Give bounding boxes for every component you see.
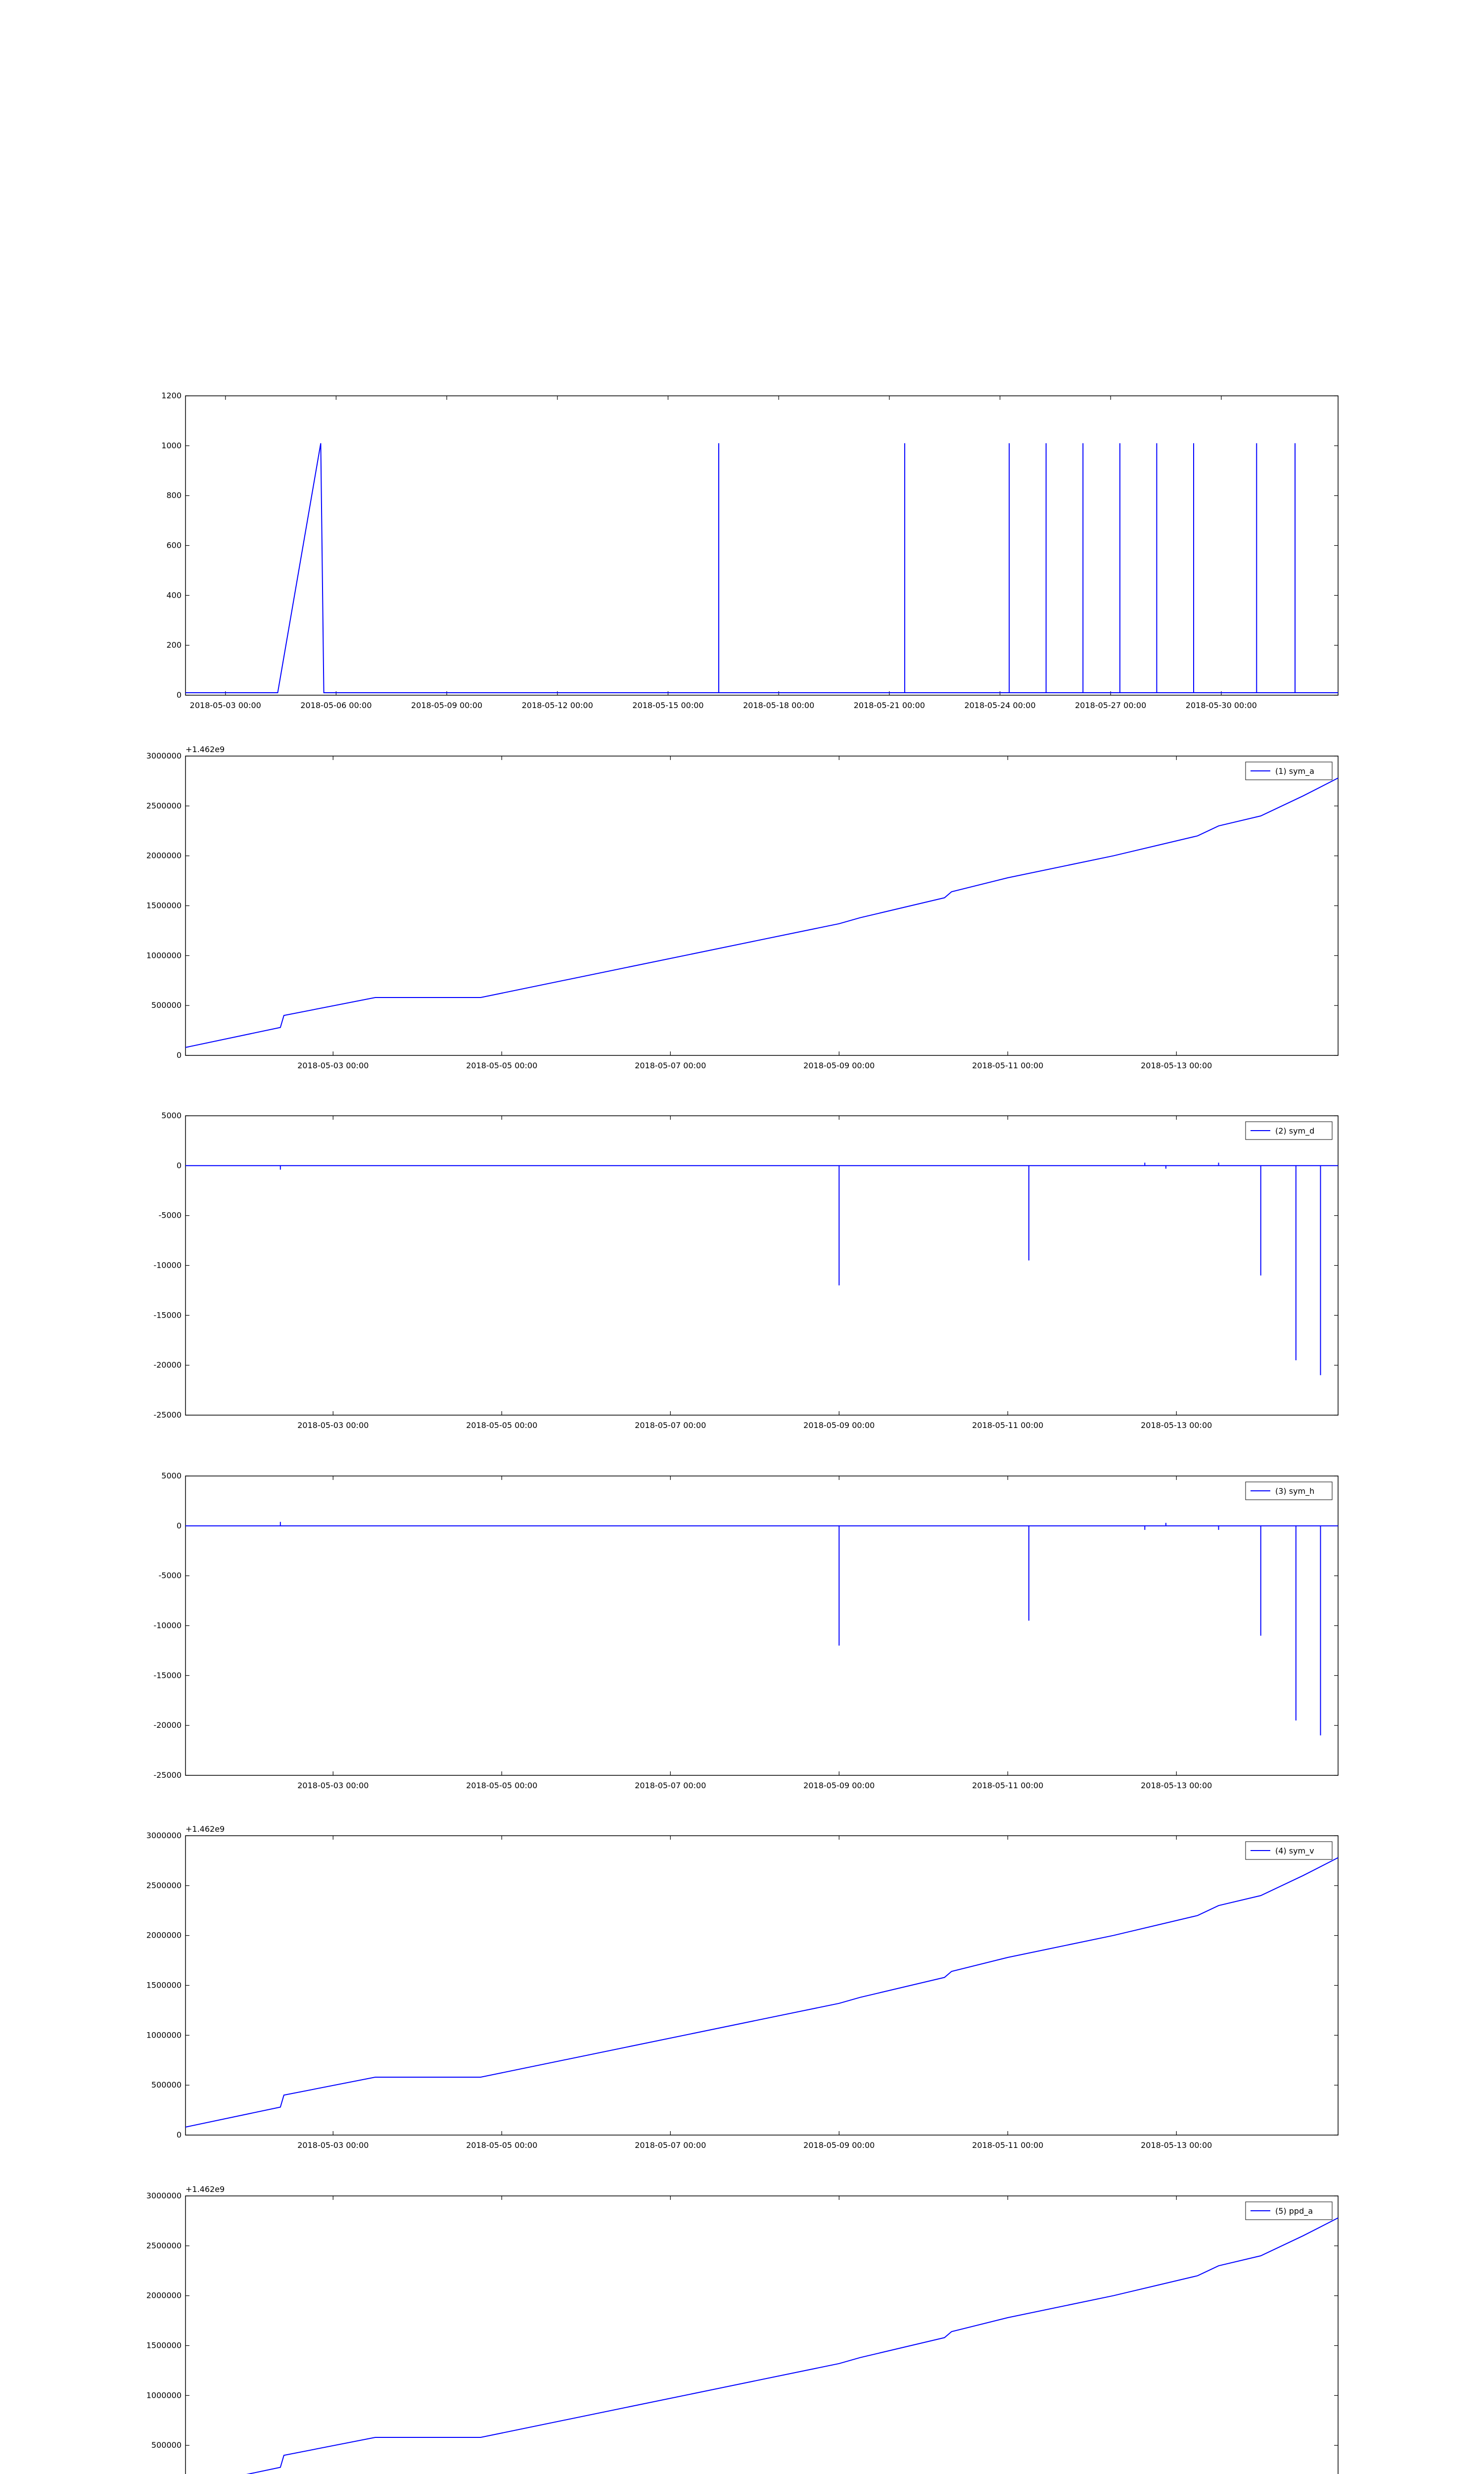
chart-1-ytick-label: 200: [166, 640, 182, 650]
chart-6-ytick-label: 1000000: [146, 2390, 182, 2400]
chart-6-ytick-label: 500000: [151, 2440, 182, 2450]
chart-1-ytick-label: 400: [166, 590, 182, 600]
chart-4-ytick-label: -20000: [153, 1720, 182, 1730]
chart-4-xtick-label: 2018-05-11 00:00: [972, 1781, 1044, 1790]
chart-4-xtick-label: 2018-05-05 00:00: [466, 1781, 538, 1790]
chart-3-xtick-label: 2018-05-11 00:00: [972, 1421, 1044, 1430]
chart-5-ytick-label: 0: [176, 2130, 182, 2140]
chart-1-xtick-label: 2018-05-03 00:00: [189, 701, 261, 710]
chart-3-ytick-label: -20000: [153, 1360, 182, 1370]
chart-5-xtick-label: 2018-05-05 00:00: [466, 2141, 538, 2150]
chart-3-ytick-label: 5000: [161, 1111, 182, 1120]
chart-2-ytick-label: 1000000: [146, 951, 182, 960]
chart-3-ytick-label: -5000: [158, 1210, 182, 1220]
chart-5-ytick-label: 2500000: [146, 1880, 182, 1890]
chart-2-xtick-label: 2018-05-07 00:00: [635, 1061, 706, 1070]
chart-1-xtick-label: 2018-05-21 00:00: [853, 701, 925, 710]
chart-2-ytick-label: 2500000: [146, 801, 182, 810]
chart-5-xtick-label: 2018-05-03 00:00: [297, 2141, 369, 2150]
chart-4-xtick-label: 2018-05-09 00:00: [803, 1781, 875, 1790]
chart-2-legend-label: (1) sym_a: [1275, 766, 1314, 776]
chart-5-xtick-label: 2018-05-07 00:00: [635, 2141, 706, 2150]
chart-6-ytick-label: 3000000: [146, 2191, 182, 2200]
chart-5-ytick-label: 2000000: [146, 1930, 182, 1940]
chart-5-xtick-label: 2018-05-13 00:00: [1141, 2141, 1212, 2150]
chart-5-xtick-label: 2018-05-11 00:00: [972, 2141, 1044, 2150]
chart-6-offset-label: +1.462e9: [186, 2185, 225, 2194]
chart-5-ytick-label: 3000000: [146, 1831, 182, 1840]
chart-2-xtick-label: 2018-05-03 00:00: [297, 1061, 369, 1070]
chart-1-xtick-label: 2018-05-09 00:00: [411, 701, 483, 710]
chart-1-ytick-label: 800: [166, 490, 182, 500]
chart-3-ytick-label: 0: [176, 1160, 182, 1170]
chart-6-legend-label: (5) ppd_a: [1275, 2206, 1313, 2216]
chart-1-xtick-label: 2018-05-24 00:00: [964, 701, 1036, 710]
chart-6-ytick-label: 2500000: [146, 2240, 182, 2250]
chart-3-xtick-label: 2018-05-13 00:00: [1141, 1421, 1212, 1430]
chart-4-legend-label: (3) sym_h: [1275, 1486, 1315, 1496]
chart-3-ytick-label: -10000: [153, 1260, 182, 1270]
chart-2-ytick-label: 500000: [151, 1000, 182, 1010]
chart-1-xtick-label: 2018-05-12 00:00: [521, 701, 593, 710]
chart-1-ytick-label: 0: [176, 690, 182, 700]
chart-5-ytick-label: 1500000: [146, 1980, 182, 1990]
chart-2-xtick-label: 2018-05-09 00:00: [803, 1061, 875, 1070]
chart-2-xtick-label: 2018-05-05 00:00: [466, 1061, 538, 1070]
chart-2-xtick-label: 2018-05-11 00:00: [972, 1061, 1044, 1070]
chart-1-ytick-label: 600: [166, 540, 182, 550]
chart-1-xtick-label: 2018-05-27 00:00: [1075, 701, 1147, 710]
chart-5-xtick-label: 2018-05-09 00:00: [803, 2141, 875, 2150]
chart-4-xtick-label: 2018-05-03 00:00: [297, 1781, 369, 1790]
chart-1-xtick-label: 2018-05-30 00:00: [1185, 701, 1257, 710]
chart-2-ytick-label: 3000000: [146, 751, 182, 761]
chart-2-offset-label: +1.462e9: [186, 745, 225, 754]
chart-3-xtick-label: 2018-05-07 00:00: [635, 1421, 706, 1430]
chart-2-xtick-label: 2018-05-13 00:00: [1141, 1061, 1212, 1070]
chart-3-ytick-label: -25000: [153, 1410, 182, 1420]
chart-3-xtick-label: 2018-05-09 00:00: [803, 1421, 875, 1430]
chart-1-ytick-label: 1200: [161, 391, 182, 400]
chart-5-ytick-label: 500000: [151, 2080, 182, 2090]
chart-1-xtick-label: 2018-05-15 00:00: [632, 701, 704, 710]
chart-5-legend-label: (4) sym_v: [1275, 1846, 1314, 1856]
chart-1-xtick-label: 2018-05-06 00:00: [300, 701, 372, 710]
chart-6-ytick-label: 1500000: [146, 2340, 182, 2350]
chart-4-ytick-label: -10000: [153, 1620, 182, 1630]
chart-6-ytick-label: 2000000: [146, 2290, 182, 2300]
chart-3-xtick-label: 2018-05-05 00:00: [466, 1421, 538, 1430]
chart-5-ytick-label: 1000000: [146, 2030, 182, 2040]
chart-1-ytick-label: 1000: [161, 440, 182, 450]
chart-1-xtick-label: 2018-05-18 00:00: [743, 701, 815, 710]
chart-4-xtick-label: 2018-05-07 00:00: [635, 1781, 706, 1790]
chart-4-ytick-label: -15000: [153, 1670, 182, 1680]
chart-4-ytick-label: 0: [176, 1521, 182, 1530]
chart-5-offset-label: +1.462e9: [186, 1824, 225, 1834]
chart-2-ytick-label: 0: [176, 1050, 182, 1060]
chart-3-legend-label: (2) sym_d: [1275, 1126, 1315, 1136]
chart-3-ytick-label: -15000: [153, 1310, 182, 1320]
chart-4-ytick-label: -5000: [158, 1570, 182, 1580]
chart-3-xtick-label: 2018-05-03 00:00: [297, 1421, 369, 1430]
chart-2-ytick-label: 2000000: [146, 851, 182, 860]
chart-4-ytick-label: 5000: [161, 1471, 182, 1480]
chart-4-ytick-label: -25000: [153, 1770, 182, 1780]
chart-2-ytick-label: 1500000: [146, 901, 182, 910]
chart-4-xtick-label: 2018-05-13 00:00: [1141, 1781, 1212, 1790]
